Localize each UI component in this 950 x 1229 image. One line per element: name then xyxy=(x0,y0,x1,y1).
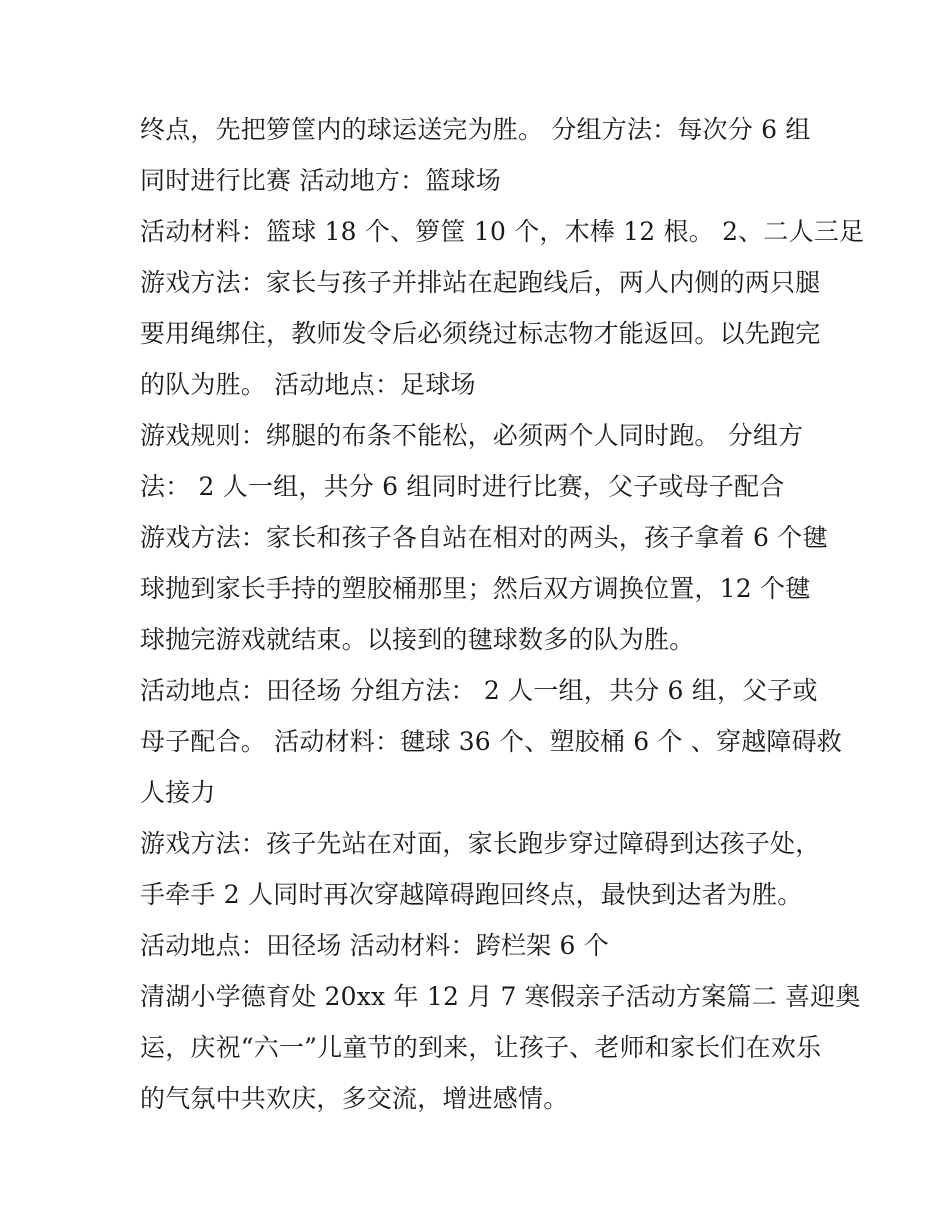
text-line: 活动材料：篮球 18 个、箩筐 10 个，木棒 12 根。 2、二人三足 xyxy=(140,217,865,246)
text-line: 的气氛中共欢庆，多交流，增进感情。 xyxy=(140,1084,569,1113)
text-line: 母子配合。 活动材料：毽球 36 个、塑胶桶 6 个 、穿越障碍救 xyxy=(140,727,842,756)
text-line: 游戏方法：家长和孩子各自站在相对的两头，孩子拿着 6 个毽 xyxy=(140,523,828,552)
text-line: 法： 2 人一组，共分 6 组同时进行比赛，父子或母子配合 xyxy=(140,472,785,501)
document-body xyxy=(140,104,865,1124)
text-line: 游戏方法：家长与孩子并排站在起跑线后，两人内侧的两只腿 xyxy=(140,268,821,297)
text-line: 运，庆祝“六一”儿童节的到来，让孩子、老师和家长们在欢乐 xyxy=(140,1033,822,1062)
text-line: 同时进行比赛 活动地方：篮球场 xyxy=(140,166,501,195)
text-line: 人接力 xyxy=(140,778,216,807)
text-line: 活动地点：田径场 分组方法： 2 人一组，共分 6 组，父子或 xyxy=(140,676,818,705)
text-line: 清湖小学德育处 20xx 年 12 月 7 寒假亲子活动方案篇二 喜迎奥 xyxy=(140,982,861,1011)
text-line: 手牵手 2 人同时再次穿越障碍跑回终点，最快到达者为胜。 xyxy=(140,880,803,909)
text-line: 游戏规则：绑腿的布条不能松，必须两个人同时跑。 分组方 xyxy=(140,421,804,450)
text-line: 终点，先把箩筐内的球运送完为胜。 分组方法：每次分 6 组 xyxy=(140,115,811,144)
text-line: 的队为胜。 活动地点：足球场 xyxy=(140,370,476,399)
text-line: 活动地点：田径场 活动材料：跨栏架 6 个 xyxy=(140,931,609,960)
text-line: 球抛到家长手持的塑胶桶那里；然后双方调换位置，12 个毽 xyxy=(140,574,811,603)
text-line: 球抛完游戏就结束。以接到的毽球数多的队为胜。 xyxy=(140,625,695,654)
text-line: 要用绳绑住，教师发令后必须绕过标志物才能返回。以先跑完 xyxy=(140,319,821,348)
text-line: 游戏方法：孩子先站在对面，家长跑步穿过障碍到达孩子处， xyxy=(140,829,821,858)
